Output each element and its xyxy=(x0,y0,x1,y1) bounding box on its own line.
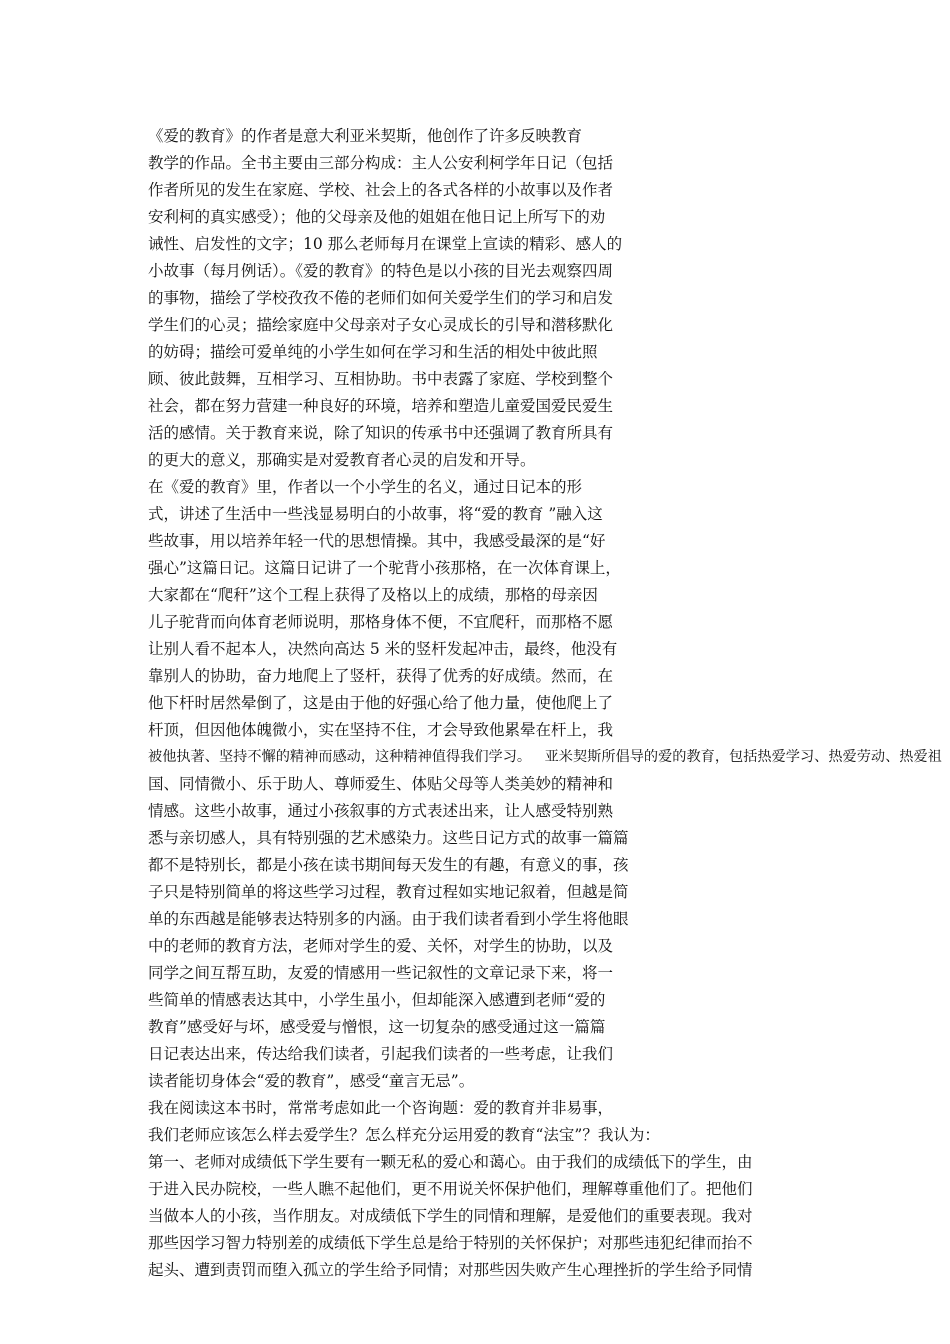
text-line-3: 作者所见的发生在家庭、学校、社会上的各式各样的小故事以及作者 xyxy=(148,181,614,199)
text-line-28: 都不是特别长，都是小孩在读书期间每天发生的有趣，有意义的事，孩 xyxy=(148,856,629,874)
text-line-35: 日记表达出来，传达给我们读者，引起我们读者的一些考虑，让我们 xyxy=(148,1045,614,1063)
text-line-21: 靠别人的协助，奋力地爬上了竖杆，获得了优秀的好成绩。然而，在 xyxy=(148,667,614,685)
text-line-24: 被他执著、坚持不懈的精神而感动，这种精神值得我们学习。 亚米契斯所倡导的爱的教育，包括热爱学习、热爱劳动、热爱祖 xyxy=(148,749,942,765)
text-line-25: 国、同情微小、乐于助人、尊师爱生、体贴父母等人类美妙的精神和 xyxy=(148,775,614,793)
text-line-16: 些故事，用以培养年轻一代的思想情操。其中，我感受最深的是“好 xyxy=(148,532,606,550)
text-line-12: 活的感情。关于教育来说，除了知识的传承书中还强调了教育所具有 xyxy=(148,424,614,442)
text-line-11: 社会，都在努力营建一种良好的环境，培养和塑造儿童爱国爱民爱生 xyxy=(148,397,614,415)
text-line-14: 在《爱的教育》里，作者以一个小学生的名义，通过日记本的形 xyxy=(148,478,583,496)
text-line-4: 安利柯的真实感受）；他的父母亲及他的姐姐在他日记上所写下的劝 xyxy=(148,208,606,226)
text-line-38: 我们老师应该怎么样去爱学生？怎么样充分运用爱的教育“法宝”？我认为： xyxy=(148,1126,660,1144)
text-line-7: 的事物，描绘了学校孜孜不倦的老师们如何关爱学生们的学习和启发 xyxy=(148,289,614,307)
text-line-40: 于进入民办院校，一些人瞧不起他们，更不用说关怀保护他们，理解尊重他们了。把他们 xyxy=(148,1180,753,1198)
text-line-1: 《爱的教育》的作者是意大利亚米契斯，他创作了许多反映教育 xyxy=(148,127,583,145)
text-line-22: 他下杆时居然晕倒了，这是由于他的好强心给了他力量，使他爬上了 xyxy=(148,694,614,712)
text-line-31: 中的老师的教育方法，老师对学生的爱、关怀，对学生的协助，以及 xyxy=(148,937,614,955)
text-line-43: 起头、遭到责罚而堕入孤立的学生给予同情；对那些因失败产生心理挫折的学生给予同情 xyxy=(148,1261,753,1279)
text-line-6: 小故事（每月例话）。《爱的教育》的特色是以小孩的目光去观察四周 xyxy=(148,262,614,280)
text-line-13: 的更大的意义，那确实是对爱教育者心灵的启发和开导。 xyxy=(148,451,536,469)
text-line-29: 子只是特别简单的将这些学习过程，教育过程如实地记叙着，但越是简 xyxy=(148,883,629,901)
text-line-2: 教学的作品。全书主要由三部分构成：主人公安利柯学年日记（包括 xyxy=(148,154,614,172)
text-line-33: 些简单的情感表达其中，小学生虽小，但却能深入感遭到老师“爱的 xyxy=(148,991,606,1009)
text-line-41: 当做本人的小孩，当作朋友。对成绩低下学生的同情和理解，是爱他们的重要表现。我对 xyxy=(148,1207,753,1225)
text-line-19: 儿子驼背而向体育老师说明，那格身体不便，不宜爬秆，而那格不愿 xyxy=(148,613,614,631)
text-line-17: 强心”这篇日记。这篇日记讲了一个驼背小孩那格，在一次体育课上， xyxy=(148,559,621,577)
text-line-27: 悉与亲切感人，具有特别强的艺术感染力。这些日记方式的故事一篇篇 xyxy=(148,829,629,847)
text-line-15: 式，讲述了生活中一些浅显易明白的小故事，将“爱的教育 ”融入这 xyxy=(148,505,603,523)
text-line-36: 读者能切身体会“爱的教育”，感受“童言无忌”。 xyxy=(148,1072,475,1090)
text-line-39: 第一、老师对成绩低下学生要有一颗无私的爱心和蔼心。由于我们的成绩低下的学生，由 xyxy=(148,1153,753,1171)
text-line-34: 教育”感受好与坏，感受爱与憎恨，这一切复杂的感受通过这一篇篇 xyxy=(148,1018,606,1036)
text-line-23: 杆顶，但因他体魄微小，实在坚持不住，才会导致他累晕在杆上，我 xyxy=(148,721,614,739)
text-line-30: 单的东西越是能够表达特别多的内涵。由于我们读者看到小学生将他眼 xyxy=(148,910,629,928)
text-line-18: 大家都在“爬秆”这个工程上获得了及格以上的成绩，那格的母亲因 xyxy=(148,586,598,604)
text-line-8: 学生们的心灵；描绘家庭中父母亲对子女心灵成长的引导和潜移默化 xyxy=(148,316,614,334)
text-line-26: 情感。这些小故事，通过小孩叙事的方式表述出来，让人感受特别熟 xyxy=(148,802,614,820)
text-line-20: 让别人看不起本人，决然向高达 5 米的竖杆发起冲击，最终，他没有 xyxy=(148,640,618,658)
text-line-32: 同学之间互帮互助，友爱的情感用一些记叙性的文章记录下来，将一 xyxy=(148,964,614,982)
text-line-42: 那些因学习智力特别差的成绩低下学生总是给于特别的关怀保护；对那些违犯纪律而抬不 xyxy=(148,1234,753,1252)
text-line-10: 顾、彼此鼓舞，互相学习、互相协助。书中表露了家庭、学校到整个 xyxy=(148,370,614,388)
text-line-9: 的妨碍；描绘可爱单纯的小学生如何在学习和生活的相处中彼此照 xyxy=(148,343,598,361)
text-line-37: 我在阅读这本书时，常常考虑如此一个咨询题：爱的教育并非易事， xyxy=(148,1099,614,1117)
text-line-5: 诫性、启发性的文字；10 那么老师每月在课堂上宣读的精彩、感人的 xyxy=(148,235,623,253)
